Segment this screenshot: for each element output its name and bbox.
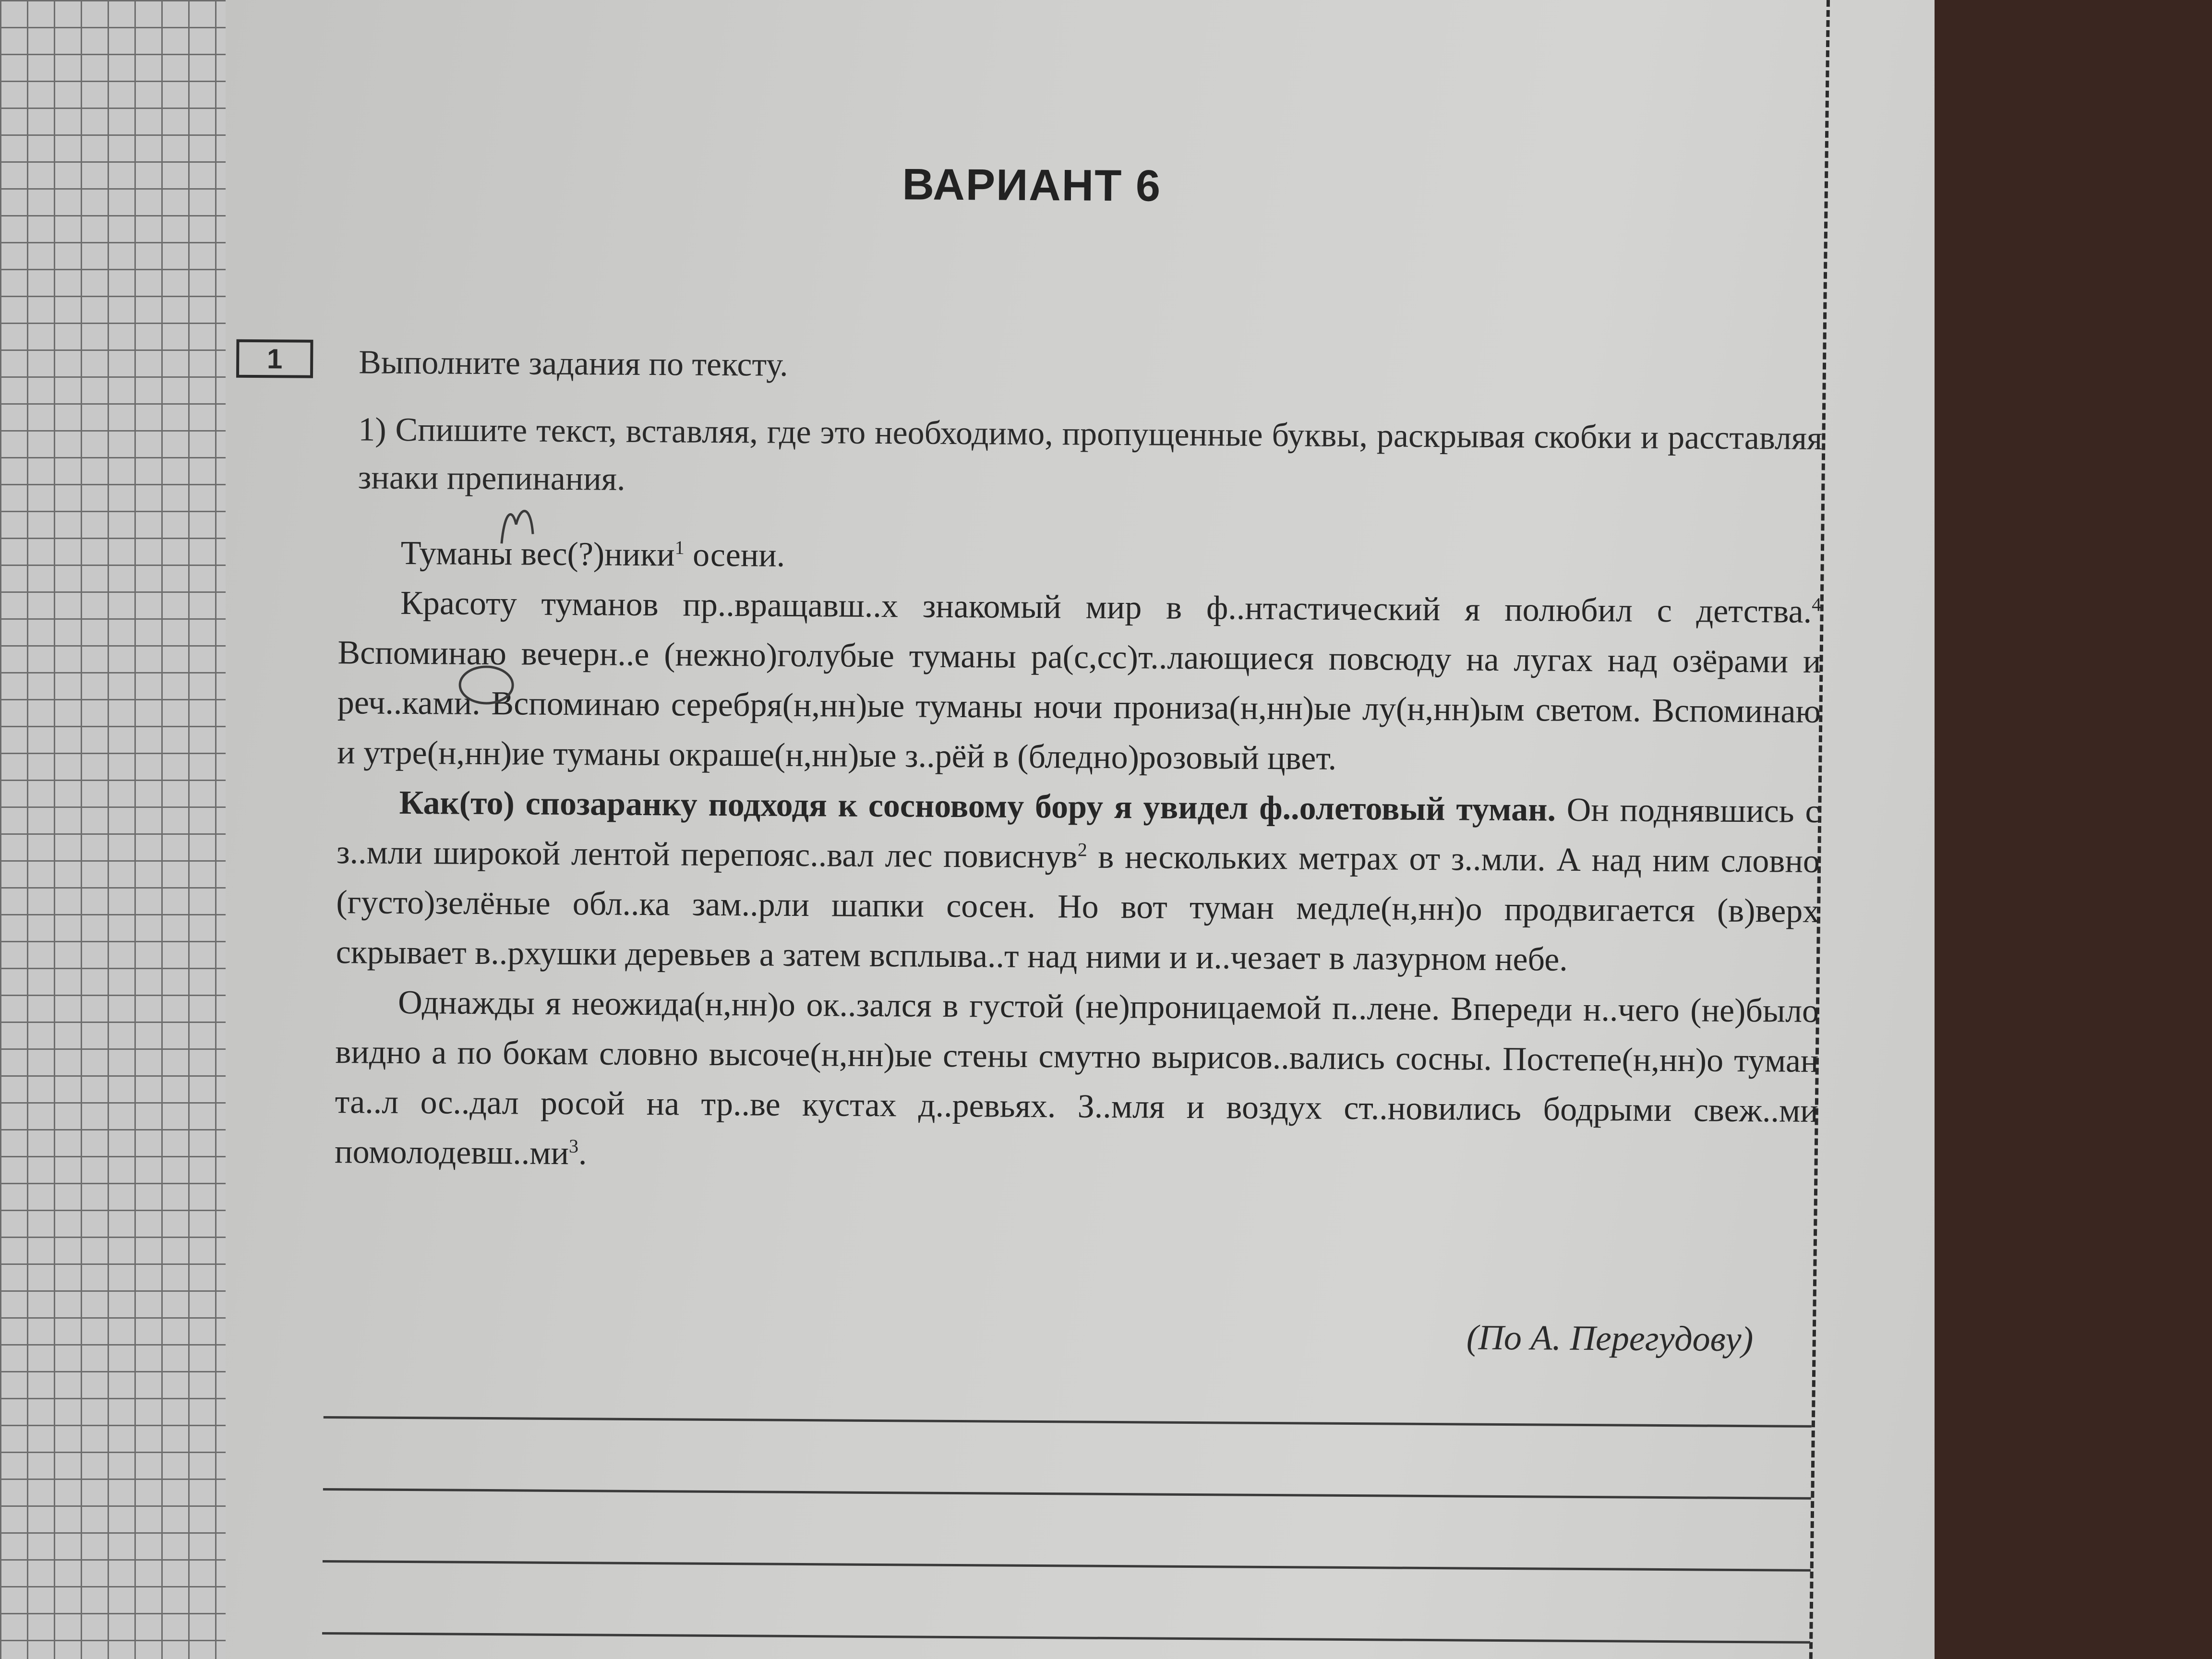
paragraph-1-rest: Вспоминаю вечерн..е (нежно)голубые туманы ра(с,сс)т..лающиеся повсюду на лугах над озёрами и реч..ками. Вспоминаю серебря(н,нн)ые туманы ночи прониза(н,нн)ые лу(н,нн)ым светом. Вспоминаю и утре(н,нн)ие туманы окраше(н,нн)ые з..рёй в (бледно)розовый цвет. bbox=[337, 634, 1821, 777]
paragraph-2-text: Он поднявшись с з..мли широкой лентой перепояс..вал лес повиснув bbox=[336, 791, 1820, 876]
paragraph-3 bbox=[335, 977, 1819, 1186]
author-attribution: (По А. Перегудову) bbox=[1466, 1318, 1754, 1359]
footnote-mark: 3 bbox=[568, 1135, 579, 1157]
footnote-mark: 4 bbox=[1812, 593, 1822, 615]
paragraph-3-end: . bbox=[578, 1135, 587, 1172]
text-title-line bbox=[338, 528, 1822, 587]
paragraph-2-rest: в нескольких метрах от з..мли. А над ним словно (густо)зелёные обл..ка зам..рли шапки сосен. Но вот туман медле(н,нн)о продвигается (в)верх скрывает в..рхушки деревьев а затем всплыва..т над ними и и..чезает в лазурном небе. bbox=[336, 838, 1820, 978]
paragraph-2 bbox=[336, 778, 1820, 986]
text-title: Туманы вес(?)ники bbox=[400, 534, 675, 574]
page-title: ВАРИАНТ 6 bbox=[902, 160, 1162, 211]
paragraph-1 bbox=[337, 578, 1821, 787]
footnote-mark: 1 bbox=[674, 537, 685, 559]
task-heading: Выполните задания по тексту. bbox=[358, 344, 788, 384]
task-instruction: 1) Спишите текст, вставляя, где это необходимо, пропущенные буквы, раскрывая скобки и расставляя знаки препинания. bbox=[358, 411, 1823, 498]
footnote-mark: 2 bbox=[1077, 839, 1087, 861]
exercise-text bbox=[335, 528, 1822, 1186]
task-number-box bbox=[236, 339, 313, 378]
paragraph-3-text: Однажды я неожида(н,нн)о ок..зался в густой (не)проницаемой п..лене. Впереди н..чего (не)было видно а по бокам словно высоче(н,нн)ые стены смутно вырисов..вались сосны. Постепе(н,нн)о туман та..л ос..дал росой на тр..ве кустах д..ревьях. З..мля и воздух ст..новились бодрыми свеж..ми помолодевш..ми bbox=[334, 984, 1819, 1172]
task-number: 1 bbox=[266, 343, 283, 374]
paragraph-1-text: Красоту туманов пр..вращавш..х знакомый мир в ф..нтастический я полюбил с детства. bbox=[400, 584, 1812, 630]
text-title-end: осени. bbox=[684, 536, 785, 574]
grid-notebook-sheet bbox=[0, 0, 232, 1659]
paragraph-2-bold: Как(то) спозаранку подходя к сосновому бору я увидел ф..олетовый туман. bbox=[399, 784, 1556, 829]
